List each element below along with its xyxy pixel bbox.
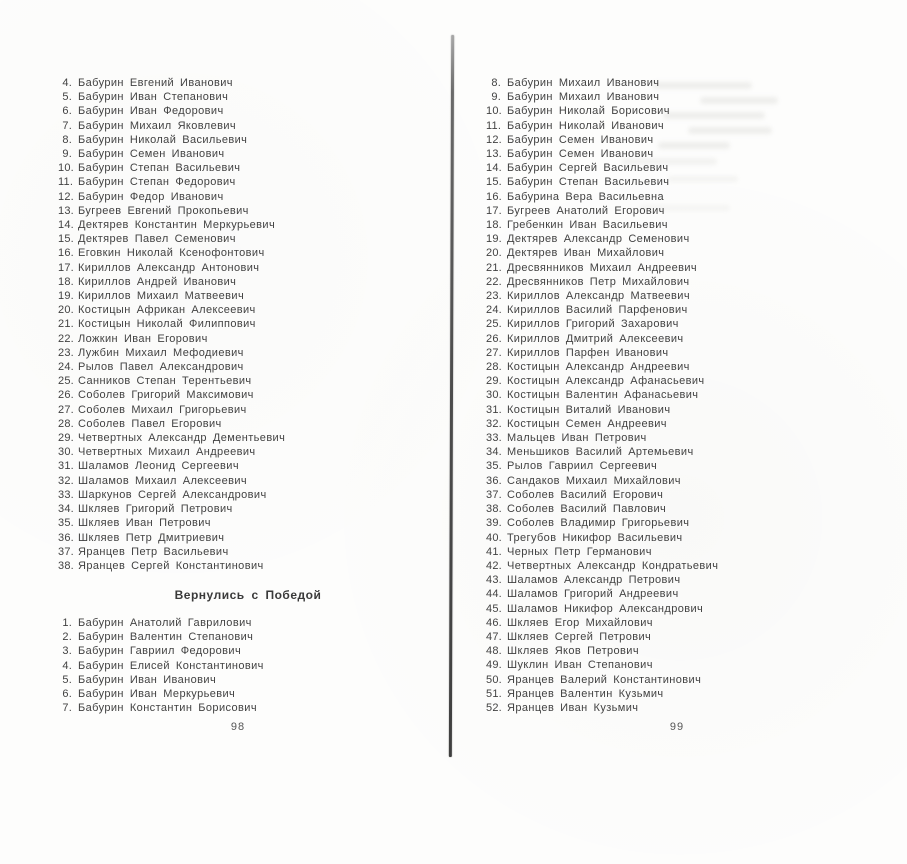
- list-item: [58, 90, 285, 104]
- item-name: Гребенкин Иван Васильевич: [507, 219, 668, 232]
- list-item: [486, 246, 718, 260]
- item-number: 17.: [58, 261, 74, 274]
- item-number: 6.: [62, 688, 72, 701]
- item-name: Мальцев Иван Петрович: [507, 432, 647, 445]
- item-number: 1.: [62, 617, 72, 629]
- item-name: Бабурин Константин Борисович: [78, 702, 257, 715]
- item-name: Бабурин Гавриил Федорович: [78, 645, 242, 658]
- list-item: [58, 531, 285, 545]
- item-name: Бабурин Анатолий Гаврилович: [78, 617, 252, 629]
- list-item: [58, 76, 285, 90]
- item-number: 31.: [58, 460, 74, 473]
- item-number: 36.: [486, 474, 502, 487]
- item-number: 27.: [486, 346, 502, 359]
- list-item: [58, 630, 264, 644]
- item-number: 24.: [486, 304, 502, 317]
- item-number: 30.: [58, 446, 74, 459]
- item-number: 10.: [58, 162, 74, 175]
- item-name: Бабурин Михаил Иванович: [507, 91, 660, 104]
- item-number: 8.: [491, 77, 501, 89]
- list-item: [58, 474, 285, 488]
- item-name: Шкляев Григорий Петрович: [78, 503, 233, 516]
- item-number: 40.: [486, 531, 502, 544]
- item-name: Ложкин Иван Егорович: [78, 332, 208, 345]
- item-number: 44.: [486, 588, 502, 601]
- item-name: Бабурин Евгений Иванович: [78, 77, 233, 89]
- list-item: [486, 289, 718, 303]
- item-name: Бабурин Елисей Константинович: [78, 659, 264, 672]
- list-item: [58, 388, 285, 402]
- item-name: Четвертных Александр Кондратьевич: [507, 559, 719, 572]
- item-name: Четвертных Александр Дементьевич: [78, 432, 286, 445]
- item-name: Яранцев Петр Васильевич: [78, 545, 229, 558]
- item-number: 32.: [486, 417, 502, 430]
- list-item: [486, 190, 718, 204]
- item-name: Меньшиков Василий Артемьевич: [507, 446, 694, 459]
- item-name: Рылов Павел Александрович: [78, 361, 244, 374]
- item-name: Лужбин Михаил Мефодиевич: [78, 346, 244, 359]
- item-name: Четвертных Михаил Андреевич: [78, 446, 256, 459]
- item-name: Черных Петр Германович: [507, 545, 652, 558]
- item-number: 29.: [486, 375, 502, 388]
- list-item: [486, 175, 718, 189]
- item-name: Бабурин Федор Иванович: [78, 190, 224, 203]
- item-name: Бабурин Михаил Иванович: [507, 77, 660, 89]
- list-item: [486, 644, 718, 658]
- returned-with-victory-list: [58, 616, 264, 715]
- item-number: 21.: [486, 261, 502, 274]
- item-name: Бабурина Вера Васильевна: [507, 190, 665, 203]
- list-item: [58, 502, 285, 516]
- list-item: [486, 133, 718, 147]
- item-number: 50.: [486, 673, 502, 686]
- item-name: Кириллов Дмитрий Алексеевич: [507, 332, 684, 345]
- list-item: [486, 218, 718, 232]
- item-number: 13.: [58, 204, 74, 217]
- item-number: 48.: [486, 645, 502, 658]
- item-name: Дектярев Александр Семенович: [507, 233, 690, 246]
- list-item: [58, 317, 285, 331]
- item-name: Соболев Василий Павлович: [507, 503, 667, 516]
- list-item: [486, 488, 718, 502]
- list-item: [58, 644, 264, 658]
- list-item: [58, 147, 285, 161]
- item-number: 34.: [486, 446, 502, 459]
- item-number: 11.: [58, 176, 74, 189]
- item-name: Костицын Валентин Афанасьевич: [507, 389, 699, 402]
- list-item: [486, 161, 718, 175]
- item-number: 15.: [486, 176, 502, 189]
- item-name: Шаламов Михаил Алексеевич: [78, 474, 247, 487]
- item-number: 5.: [62, 673, 72, 686]
- item-name: Кириллов Андрей Иванович: [78, 275, 237, 288]
- list-item: [58, 289, 285, 303]
- item-number: 45.: [486, 602, 502, 615]
- list-item: [58, 431, 285, 445]
- item-number: 27.: [58, 403, 74, 416]
- list-item: [58, 459, 285, 473]
- list-item: [486, 545, 718, 559]
- item-number: 4.: [62, 659, 72, 672]
- item-number: 22.: [58, 332, 74, 345]
- list-item: [486, 204, 718, 218]
- item-name: Костицын Африкан Алексеевич: [78, 304, 256, 317]
- item-number: 31.: [486, 403, 502, 416]
- item-name: Шаламов Леонид Сергеевич: [78, 460, 239, 473]
- item-name: Санников Степан Терентьевич: [78, 375, 252, 388]
- item-number: 23.: [486, 290, 502, 303]
- item-name: Бабурин Николай Иванович: [507, 119, 665, 132]
- item-number: 23.: [58, 346, 74, 359]
- item-number: 18.: [486, 219, 502, 232]
- list-item: [58, 332, 285, 346]
- right-page-names-list: [486, 76, 718, 715]
- list-item: [58, 374, 285, 388]
- item-name: Кириллов Василий Парфенович: [507, 304, 688, 317]
- item-number: 19.: [58, 290, 74, 303]
- item-name: Дектярев Павел Семенович: [78, 233, 236, 246]
- left-page-names-list: [58, 76, 285, 573]
- item-number: 49.: [486, 659, 502, 672]
- list-item: [58, 445, 285, 459]
- item-number: 16.: [486, 190, 502, 203]
- list-item: [486, 616, 718, 630]
- list-item: [486, 275, 718, 289]
- item-number: 20.: [486, 247, 502, 260]
- list-item: [58, 488, 285, 502]
- list-item: [58, 360, 285, 374]
- item-number: 46.: [486, 616, 502, 629]
- list-item: [58, 104, 285, 118]
- item-number: 47.: [486, 630, 502, 643]
- list-item: [58, 516, 285, 530]
- item-name: Бабурин Степан Васильевич: [507, 176, 670, 189]
- item-number: 19.: [486, 233, 502, 246]
- item-number: 12.: [58, 190, 74, 203]
- item-name: Кириллов Александр Антонович: [78, 261, 260, 274]
- item-name: Бабурин Степан Федорович: [78, 176, 236, 189]
- item-name: Соболев Григорий Максимович: [78, 389, 254, 402]
- item-name: Бабурин Семен Иванович: [78, 148, 225, 161]
- item-number: 25.: [486, 318, 502, 331]
- list-item: [486, 261, 718, 275]
- item-number: 28.: [58, 417, 74, 430]
- item-name: Дресвянников Петр Михайлович: [507, 275, 690, 288]
- item-name: Шаламов Александр Петрович: [507, 574, 681, 587]
- list-item: [58, 701, 264, 715]
- item-number: 7.: [62, 119, 72, 132]
- item-number: 42.: [486, 559, 502, 572]
- item-name: Трегубов Никифор Васильевич: [507, 531, 683, 544]
- list-item: [58, 616, 264, 630]
- list-item: [58, 303, 285, 317]
- item-number: 33.: [58, 488, 74, 501]
- item-name: Бабурин Николай Васильевич: [78, 133, 248, 146]
- item-name: Костицын Александр Афанасьевич: [507, 375, 705, 388]
- list-item: [58, 232, 285, 246]
- item-number: 32.: [58, 474, 74, 487]
- list-item: [486, 445, 718, 459]
- item-name: Бабурин Валентин Степанович: [78, 631, 254, 644]
- item-number: 35.: [58, 517, 74, 530]
- list-item: [486, 673, 718, 687]
- item-name: Яранцев Сергей Константинович: [78, 559, 264, 572]
- item-name: Еговкин Николай Ксенофонтович: [78, 247, 265, 260]
- item-number: 4.: [62, 77, 72, 89]
- list-item: [486, 431, 718, 445]
- item-number: 37.: [486, 488, 502, 501]
- list-item: [486, 360, 718, 374]
- item-number: 8.: [62, 133, 72, 146]
- list-item: [486, 687, 718, 701]
- item-number: 18.: [58, 275, 74, 288]
- list-item: [58, 190, 285, 204]
- item-name: Бабурин Иван Иванович: [78, 673, 217, 686]
- list-item: [58, 417, 285, 431]
- list-item: [486, 317, 718, 331]
- list-item: [58, 119, 285, 133]
- list-item: [486, 587, 718, 601]
- item-number: 34.: [58, 503, 74, 516]
- list-item: [58, 133, 285, 147]
- item-name: Соболев Василий Егорович: [507, 488, 664, 501]
- item-name: Бугреев Анатолий Егорович: [507, 204, 665, 217]
- item-name: Соболев Михаил Григорьевич: [78, 403, 247, 416]
- item-number: 51.: [486, 687, 502, 700]
- item-number: 38.: [58, 559, 74, 572]
- item-name: Шаркунов Сергей Александрович: [78, 488, 267, 501]
- item-number: 20.: [58, 304, 74, 317]
- item-name: Костицын Александр Андреевич: [507, 361, 690, 374]
- item-name: Кириллов Михаил Матвеевич: [78, 290, 245, 303]
- item-name: Шкляев Сергей Петрович: [507, 630, 652, 643]
- list-item: [486, 459, 718, 473]
- list-item: [486, 374, 718, 388]
- item-name: Бабурин Иван Меркурьевич: [78, 688, 236, 701]
- list-item: [486, 630, 718, 644]
- list-item: [58, 403, 285, 417]
- item-number: 7.: [62, 702, 72, 715]
- item-name: Бабурин Степан Васильевич: [78, 162, 241, 175]
- list-item: [486, 658, 718, 672]
- item-number: 11.: [486, 119, 502, 132]
- item-name: Рылов Гавриил Сергеевич: [507, 460, 658, 473]
- item-name: Кириллов Григорий Захарович: [507, 318, 679, 331]
- list-item: [58, 673, 264, 687]
- item-name: Бабурин Николай Борисович: [507, 105, 670, 118]
- item-name: Яранцев Валерий Константинович: [507, 673, 702, 686]
- item-number: 16.: [58, 247, 74, 260]
- item-name: Костицын Семен Андреевич: [507, 417, 667, 430]
- list-item: [486, 346, 718, 360]
- item-number: 43.: [486, 574, 502, 587]
- list-item: [486, 559, 718, 573]
- item-name: Бабурин Семен Иванович: [507, 148, 654, 161]
- item-name: Бабурин Сергей Васильевич: [507, 162, 669, 175]
- section-heading: Вернулись с Победой: [174, 588, 322, 602]
- list-item: [486, 417, 718, 431]
- list-item: [486, 573, 718, 587]
- item-number: 33.: [486, 432, 502, 445]
- item-number: 28.: [486, 361, 502, 374]
- item-name: Бугреев Евгений Прокопьевич: [78, 204, 249, 217]
- item-name: Шкляев Иван Петрович: [78, 517, 211, 530]
- list-item: [58, 346, 285, 360]
- item-name: Бабурин Иван Федорович: [78, 105, 224, 118]
- list-item: [58, 559, 285, 573]
- item-number: 38.: [486, 503, 502, 516]
- item-number: 17.: [486, 204, 502, 217]
- item-number: 9.: [491, 91, 501, 104]
- item-number: 15.: [58, 233, 74, 246]
- list-item: [486, 474, 718, 488]
- item-name: Соболев Павел Егорович: [78, 417, 222, 430]
- list-item: [486, 303, 718, 317]
- list-item: [58, 175, 285, 189]
- item-number: 12.: [486, 133, 502, 146]
- list-item: [58, 687, 264, 701]
- item-name: Яранцев Валентин Кузьмич: [507, 687, 664, 700]
- list-item: [58, 161, 285, 175]
- item-name: Дресвянников Михаил Андреевич: [507, 261, 698, 274]
- item-name: Шаламов Григорий Андреевич: [507, 588, 679, 601]
- list-item: [58, 246, 285, 260]
- item-number: 21.: [58, 318, 74, 331]
- item-name: Бабурин Семен Иванович: [507, 133, 654, 146]
- list-item: [58, 659, 264, 673]
- item-name: Шкляев Яков Петрович: [507, 645, 639, 658]
- item-name: Бабурин Иван Степанович: [78, 91, 229, 104]
- item-number: 30.: [486, 389, 502, 402]
- item-name: Бабурин Михаил Яковлевич: [78, 119, 237, 132]
- item-number: 6.: [62, 105, 72, 118]
- item-number: 26.: [486, 332, 502, 345]
- item-number: 22.: [486, 275, 502, 288]
- list-item: [58, 261, 285, 275]
- item-number: 13.: [486, 148, 502, 161]
- item-number: 36.: [58, 531, 74, 544]
- list-item: [486, 76, 718, 90]
- list-item: [486, 531, 718, 545]
- item-name: Кириллов Парфен Иванович: [507, 346, 669, 359]
- list-item: [486, 119, 718, 133]
- item-number: 52.: [486, 701, 502, 714]
- list-item: [486, 516, 718, 530]
- list-item: [486, 147, 718, 161]
- item-number: 29.: [58, 432, 74, 445]
- item-number: 9.: [62, 148, 72, 161]
- item-name: Дектярев Константин Меркурьевич: [78, 219, 276, 232]
- item-name: Шаламов Никифор Александрович: [507, 602, 704, 615]
- item-number: 41.: [486, 545, 502, 558]
- item-name: Сандаков Михаил Михайлович: [507, 474, 681, 487]
- item-name: Костицын Николай Филиппович: [78, 318, 256, 331]
- list-item: [486, 332, 718, 346]
- list-item: [486, 502, 718, 516]
- item-number: 5.: [62, 91, 72, 104]
- item-name: Соболев Владимир Григорьевич: [507, 517, 690, 530]
- list-item: [58, 545, 285, 559]
- list-item: [486, 403, 718, 417]
- list-item: [486, 701, 718, 715]
- item-name: Шуклин Иван Степанович: [507, 659, 653, 672]
- list-item: [58, 218, 285, 232]
- list-item: [486, 388, 718, 402]
- list-item: [58, 275, 285, 289]
- page-number: 99: [669, 721, 685, 733]
- item-name: Дектярев Иван Михайлович: [507, 247, 665, 260]
- item-number: 3.: [62, 645, 72, 658]
- item-number: 26.: [58, 389, 74, 402]
- item-name: Яранцев Иван Кузьмич: [507, 701, 639, 714]
- item-number: 37.: [58, 545, 74, 558]
- item-number: 39.: [486, 517, 502, 530]
- page-number: 98: [230, 721, 246, 733]
- list-item: [486, 602, 718, 616]
- item-number: 14.: [58, 219, 74, 232]
- list-item: [58, 204, 285, 218]
- item-number: 14.: [486, 162, 502, 175]
- item-number: 10.: [486, 105, 502, 118]
- item-name: Костицын Виталий Иванович: [507, 403, 671, 416]
- item-name: Кириллов Александр Матвеевич: [507, 290, 690, 303]
- list-item: [486, 232, 718, 246]
- item-name: Шкляев Петр Дмитриевич: [78, 531, 225, 544]
- item-number: 35.: [486, 460, 502, 473]
- item-number: 2.: [62, 631, 72, 644]
- item-name: Шкляев Егор Михайлович: [507, 616, 653, 629]
- item-number: 24.: [58, 361, 74, 374]
- list-item: [486, 104, 718, 118]
- list-item: [486, 90, 718, 104]
- item-number: 25.: [58, 375, 74, 388]
